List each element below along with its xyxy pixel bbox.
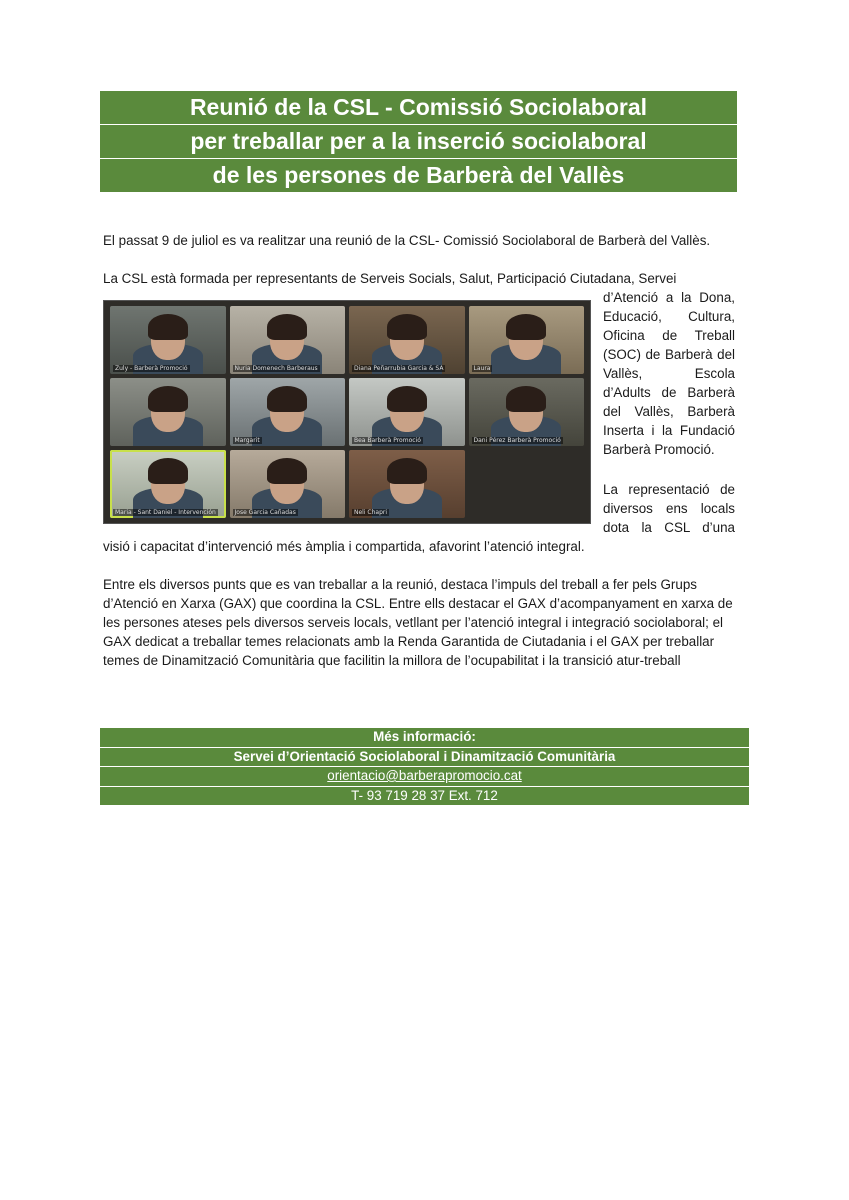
participant-tile: [349, 450, 465, 518]
members-paragraph-side-text: d’Atenció a la Dona, Educació, Cultura, Oficina de Treball (SOC) de Barberà del Vallès, Escola d’Adults de Barberà del Vallès, Barberà Inserta i la Fundació: [603, 290, 735, 438]
participant-name: Zuly - Barberà Promoció: [115, 365, 188, 372]
empty-tile: [469, 450, 585, 518]
participant-name: Dani Pérez Barberà Promoció: [473, 437, 561, 444]
participant-tile: [230, 306, 346, 374]
work-points-paragraph: Entre els diversos punts que es van treballar a la reunió, destaca l’impuls del treball a fer pels Grups d’Atenció en Xarxa (GAX) que coordina la CSL. Entre ells destacar el GAX d’acompanyament en xarxa de les persones ateses pels diversos serveis locals, vetllant per l’atenció integral i integració sociolaboral; el GAX dedicat a treballar temes relacionats amb la Renda Garantida de Ciutadania i el GAX per treballar temes de Dinamització Comunitària que facilitin la millora de l’ocupabilitat i la transició atur-treball: [103, 577, 733, 668]
participant-tile: [349, 378, 465, 446]
participant-name: Margarit: [234, 437, 260, 444]
title-line-3: de les persones de Barberà del Vallès: [100, 159, 737, 193]
title-line-1: Reunió de la CSL - Comissió Sociolaboral: [100, 91, 737, 125]
info-phone: T- 93 719 28 37 Ext. 712: [351, 787, 498, 803]
participant-name: Nuria Domenech Barberaus: [234, 365, 318, 372]
participant-tile: [110, 306, 226, 374]
participant-tile: [230, 378, 346, 446]
contact-info-box: [100, 728, 749, 805]
participant-name: Jose Garcia Cañadas: [234, 509, 296, 516]
video-meeting-photo: [103, 300, 591, 524]
participant-name: Neli Chapri: [354, 509, 388, 516]
participant-name: Maria - Sant Daniel - Intervención: [115, 509, 216, 516]
representation-paragraph-side: La representació de diversos ens locals dota la CSL d’una: [603, 482, 735, 535]
info-email-row: [100, 767, 749, 787]
participant-tile: [349, 306, 465, 374]
title-banner: [100, 91, 737, 193]
members-paragraph-first-line: La CSL està formada per representants de Serveis Socials, Salut, Participació Ciutadana, Servei: [103, 271, 677, 286]
title-line-2: per treballar per a la inserció sociolaboral: [100, 125, 737, 159]
representation-paragraph-tail: visió i capacitat d’intervenció més àmplia i compartida, afavorint l’atenció integral.: [103, 539, 585, 554]
participant-grid: [110, 306, 584, 518]
participant-tile: [469, 378, 585, 446]
participant-name: Diana Peñarrubia Garcia & SA: [354, 365, 444, 372]
email-link[interactable]: orientacio@barberapromocio.cat: [327, 768, 522, 783]
participant-tile-active-speaker: [110, 450, 226, 518]
members-paragraph-side: [603, 288, 735, 459]
participant-tile: [110, 378, 226, 446]
intro-paragraph: El passat 9 de juliol es va realitzar una reunió de la CSL- Comissió Sociolaboral de Barberà del Vallès.: [103, 233, 711, 248]
members-paragraph-last-line: Barberà Promoció.: [603, 442, 715, 457]
participant-tile: [230, 450, 346, 518]
participant-name: Laura: [473, 365, 491, 372]
info-heading: Més informació:: [100, 728, 749, 748]
participant-name: Bea Barberà Promoció: [354, 437, 421, 444]
info-service-name: Servei d’Orientació Sociolaboral i Dinamització Comunitària: [100, 748, 749, 768]
participant-tile: [469, 306, 585, 374]
